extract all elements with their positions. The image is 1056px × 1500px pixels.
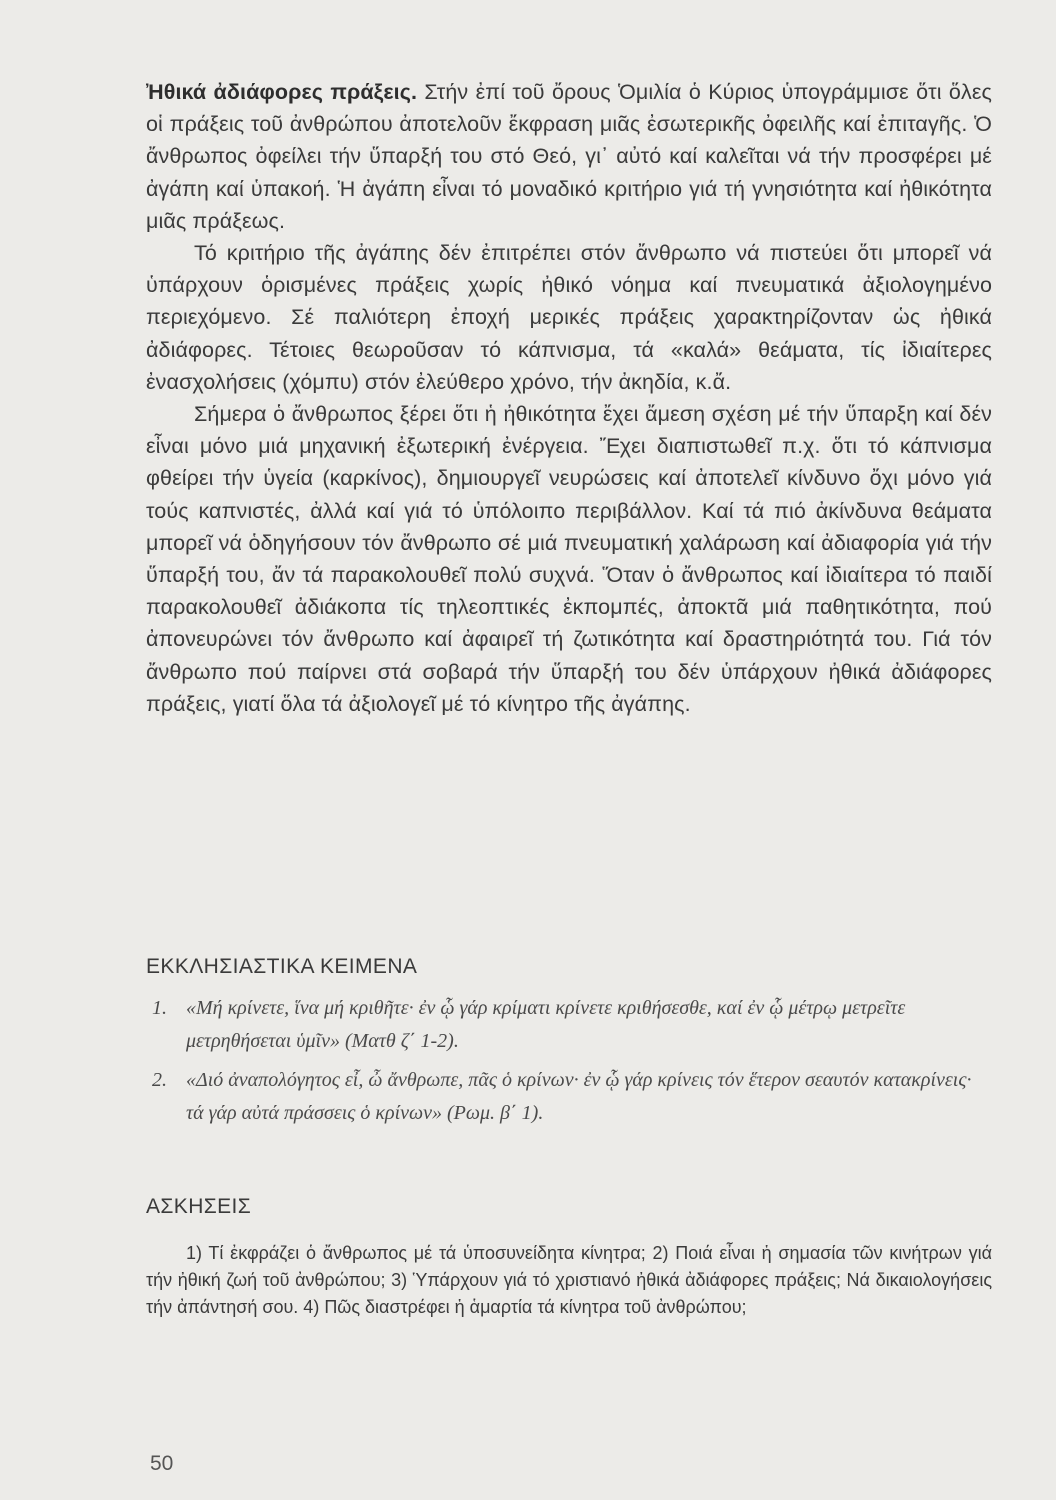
main-text bbox=[146, 76, 992, 720]
paragraph-text: Στήν ἐπί τοῦ ὄρους Ὁμιλία ὁ Κύριος ὑπογράμμισε ὅτι ὅλες οἱ πράξεις τοῦ ἀνθρώπου ἀποτελοῦν ἔκφραση μιᾶς ἐσωτερικῆς ὀφειλῆς καί ἐπιταγῆς. Ὁ ἄνθρωπος ὀφείλει τήν ὕπαρξή του στό Θεό, γι᾽ αὐτό καί καλεῖται νά τήν προσφέρει μέ ἀγάπη καί ὑπακοή. Ἡ ἀγάπη εἶναι τό μοναδικό κριτήριο γιά τή γνησιότητα καί ἠθικότητα μιᾶς πράξεως. bbox=[146, 80, 992, 233]
church-texts-heading: ΕΚΚΛΗΣΙΑΣΤΙΚΑ ΚΕΙΜΕΝΑ bbox=[146, 955, 418, 978]
exercises-text: 1) Τί ἐκφράζει ὁ ἄνθρωπος μέ τά ὑποσυνείδητα κίνητρα; 2) Ποιά εἶναι ἡ σημασία τῶν κινήτρων γιά τήν ἠθική ζωή τοῦ ἀνθρώπου; 3) Ὑπάρχουν γιά τό χριστιανό ἠθικά ἀδιάφορες πράξεις; Νά δικαιολογήσεις τήν ἀπάντησή σου. 4) Πῶς διαστρέφει ἡ ἁμαρτία τά κίνητρα τοῦ ἀνθρώπου; bbox=[146, 1243, 992, 1317]
quote-text: «Διό ἀναπολόγητος εἶ, ὦ ἄνθρωπε, πᾶς ὁ κρίνων· ἐν ᾧ γάρ κρίνεις τόν ἕτερον σεαυτόν κατακρίνεις· τά γάρ αὐτά πράσσεις ὁ κρίνων» (Ρωμ. β΄ 1). bbox=[186, 1069, 972, 1124]
exercises-heading: ΑΣΚΗΣΕΙΣ bbox=[146, 1195, 252, 1218]
paragraph: Σήμερα ὁ ἄνθρωπος ξέρει ὅτι ἡ ἠθικότητα ἔχει ἄμεση σχέση μέ τήν ὕπαρξη καί δέν εἶναι μόνο μιά μηχανική ἐξωτερική ἐνέργεια. Ἔχει διαπιστωθεῖ π.χ. ὅτι τό κάπνισμα φθείρει τήν ὑγεία (καρκίνος), δημιουργεῖ νευρώσεις καί ἀποτελεῖ κίνδυνο ὄχι μόνο γιά τούς καπνιστές, ἀλλά καί γιά τό ὑπόλοιπο περιβάλλον. Καί τά πιό ἀκίνδυνα θεάματα μπορεῖ νά ὁδηγήσουν τόν ἄνθρωπο σέ μιά πνευματική χαλάρωση καί ἀδιαφορία γιά τήν ὕπαρξή του, ἄν τά παρακολουθεῖ πολύ συχνά. Ὅταν ὁ ἄνθρωπος καί ἰδιαίτερα τό παιδί παρακολουθεῖ ἀδιάκοπα τίς τηλεοπτικές ἐκπομπές, ἀποκτᾶ μιά παθητικότητα, πού ἀπονευρώνει τόν ἄνθρωπο καί ἀφαιρεῖ τή ζωτικότητα καί δραστηριότητά του. Γιά τόν ἄνθρωπο πού παίρνει στά σοβαρά τήν ὕπαρξή του δέν ὑπάρχουν ἠθικά ἀδιάφορες πράξεις, γιατί ὅλα τά ἀξιολογεῖ μέ τό κίνητρο τῆς ἀγάπης. bbox=[146, 402, 992, 716]
quote-item bbox=[146, 992, 992, 1058]
quote-number: 2. bbox=[152, 1069, 167, 1091]
quote-item bbox=[146, 1064, 992, 1130]
run-in-heading: Ἠθικά ἀδιάφορες πράξεις. bbox=[146, 80, 418, 104]
paragraph bbox=[146, 76, 992, 237]
quote-number: 1. bbox=[152, 997, 167, 1019]
page-number: 50 bbox=[150, 1452, 174, 1475]
paragraph: Τό κριτήριο τῆς ἀγάπης δέν ἐπιτρέπει στόν ἄνθρωπο νά πιστεύει ὅτι μπορεῖ νά ὑπάρχουν ὁρισμένες πράξεις χωρίς ἠθικό νόημα καί πνευματικά ἀξιολογημένο περιεχόμενο. Σέ παλιότερη ἐποχή μερικές πράξεις χαρακτηρίζονταν ὡς ἠθικά ἀδιάφορες. Τέτοιες θεωροῦσαν τό κάπνισμα, τά «καλά» θεάματα, τίς ἰδιαίτερες ἐνασχολήσεις (χόμπυ) στόν ἐλεύθερο χρόνο, τήν ἀκηδία, κ.ἄ. bbox=[146, 241, 992, 394]
church-texts-list bbox=[146, 992, 992, 1136]
quote-text: «Μή κρίνετε, ἵνα μή κριθῆτε· ἐν ᾧ γάρ κρίματι κρίνετε κριθήσεσθε, καί ἐν ᾧ μέτρῳ μετρεῖτε μετρηθήσεται ὑμῖν» (Ματθ ζ΄ 1-2). bbox=[186, 997, 906, 1052]
